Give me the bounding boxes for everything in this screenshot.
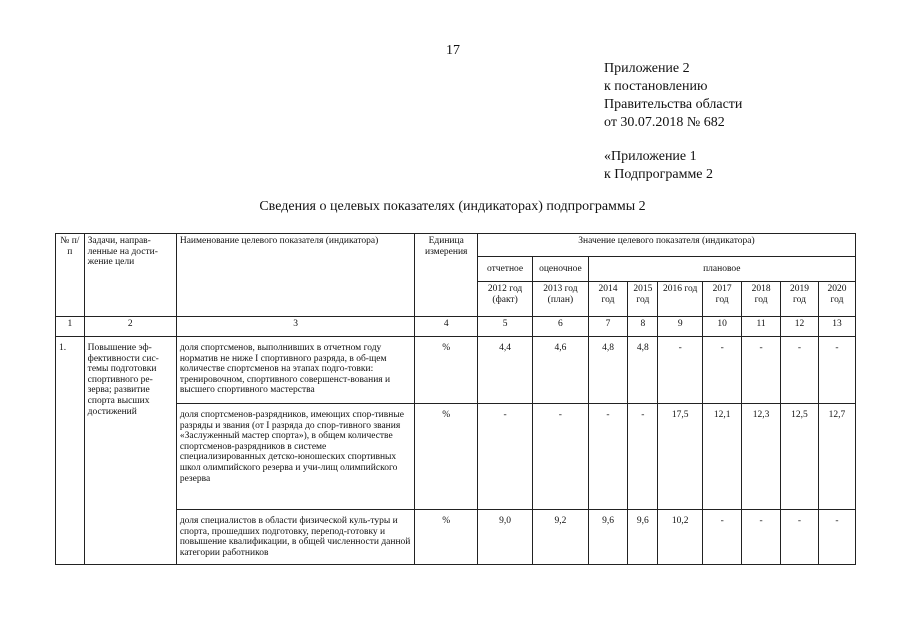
value-cell: - [818, 337, 855, 404]
value-cell: 9,0 [477, 510, 532, 565]
value-cell: - [781, 337, 819, 404]
annex-line: Приложение 2 [604, 61, 690, 76]
value-cell: - [533, 404, 588, 510]
value-cell: 10,2 [658, 510, 703, 565]
indicator-cell: доля спортсменов, выполнивших в отчетном году норматив не ниже I спортивного разряда, в об-щем количестве спортсменов на этапах подго-товки: тренировочном, спортивного совершенст-вования и высшего спортивного мастерства [176, 337, 415, 404]
indicators-table [55, 233, 856, 565]
header-year: 2016 год [658, 282, 703, 317]
page-number: 17 [446, 43, 460, 58]
column-number: 1 [56, 317, 85, 337]
header-reported: отчетное [477, 257, 532, 282]
column-number: 3 [176, 317, 415, 337]
column-number: 5 [477, 317, 532, 337]
table-row [56, 337, 856, 404]
value-cell: - [658, 337, 703, 404]
header-value-group: Значение целевого показателя (индикатора) [477, 234, 855, 257]
value-cell: - [781, 510, 819, 565]
column-number: 7 [588, 317, 628, 337]
value-cell: - [588, 404, 628, 510]
value-cell: 9,6 [588, 510, 628, 565]
value-cell: - [703, 510, 742, 565]
value-cell: 9,6 [628, 510, 658, 565]
value-cell: 12,7 [818, 404, 855, 510]
column-number: 12 [781, 317, 819, 337]
annex-sub-block [604, 148, 713, 184]
unit-cell: % [415, 510, 477, 565]
header-year: 2019 год [781, 282, 819, 317]
header-planned: плановое [588, 257, 855, 282]
value-cell: - [477, 404, 532, 510]
value-cell: 4,8 [628, 337, 658, 404]
value-cell: 12,1 [703, 404, 742, 510]
header-indicator: Наименование целевого показателя (индикатора) [176, 234, 415, 317]
column-number: 11 [742, 317, 781, 337]
indicator-cell: доля спортсменов-разрядников, имеющих спор-тивные разряды и звания (от I разряда до спор-тивного звания «Заслуженный мастер спорта»), в общем количестве спортсменов-разрядников в системе специализированных детско-юношеских спортивных школ олимпийского резерва и учи-лищ олимпийского резерва [176, 404, 415, 510]
header-no: № п/п [56, 234, 85, 317]
annex-line: к постановлению [604, 79, 708, 94]
unit-cell: % [415, 404, 477, 510]
header-year: 2017 год [703, 282, 742, 317]
document-title: Сведения о целевых показателях (индикаторах) подпрограммы 2 [259, 199, 646, 214]
column-number: 13 [818, 317, 855, 337]
annex-block [604, 60, 742, 132]
value-cell: 9,2 [533, 510, 588, 565]
column-number: 8 [628, 317, 658, 337]
value-cell: 12,3 [742, 404, 781, 510]
value-cell: - [628, 404, 658, 510]
header-estimated: оценочное [533, 257, 588, 282]
value-cell: 4,8 [588, 337, 628, 404]
header-year: 2020 год [818, 282, 855, 317]
column-number: 10 [703, 317, 742, 337]
column-number: 2 [84, 317, 176, 337]
value-cell: 17,5 [658, 404, 703, 510]
header-year: 2013 год (план) [533, 282, 588, 317]
annex-sub-line: «Приложение 1 [604, 149, 697, 164]
task-cell: Повышение эф-фективности сис-темы подготовки спортивного ре-зерва; развитие спорта высших достижений [84, 337, 176, 565]
annex-line: Правительства области [604, 97, 743, 112]
header-year: 2015 год [628, 282, 658, 317]
annex-line: от 30.07.2018 № 682 [604, 115, 725, 130]
value-cell: - [703, 337, 742, 404]
indicator-cell: доля специалистов в области физической куль-туры и спорта, прошедших подготовку, перепод-готовку и повышение квалификации, в общей численности данной категории работников [176, 510, 415, 565]
value-cell: - [818, 510, 855, 565]
annex-sub-line: к Подпрограмме 2 [604, 167, 714, 182]
value-cell: - [742, 337, 781, 404]
header-tasks: Задачи, направ-ленные на дости-жение цели [84, 234, 176, 317]
value-cell: - [742, 510, 781, 565]
header-year: 2014 год [588, 282, 628, 317]
unit-cell: % [415, 337, 477, 404]
header-unit: Единица измерения [415, 234, 477, 317]
value-cell: 4,6 [533, 337, 588, 404]
value-cell: 4,4 [477, 337, 532, 404]
table-row [56, 404, 856, 510]
column-number: 4 [415, 317, 477, 337]
header-year: 2012 год (факт) [477, 282, 532, 317]
header-year: 2018 год [742, 282, 781, 317]
column-number: 6 [533, 317, 588, 337]
value-cell: 12,5 [781, 404, 819, 510]
table-row [56, 510, 856, 565]
row-number: 1. [56, 337, 85, 565]
column-number: 9 [658, 317, 703, 337]
